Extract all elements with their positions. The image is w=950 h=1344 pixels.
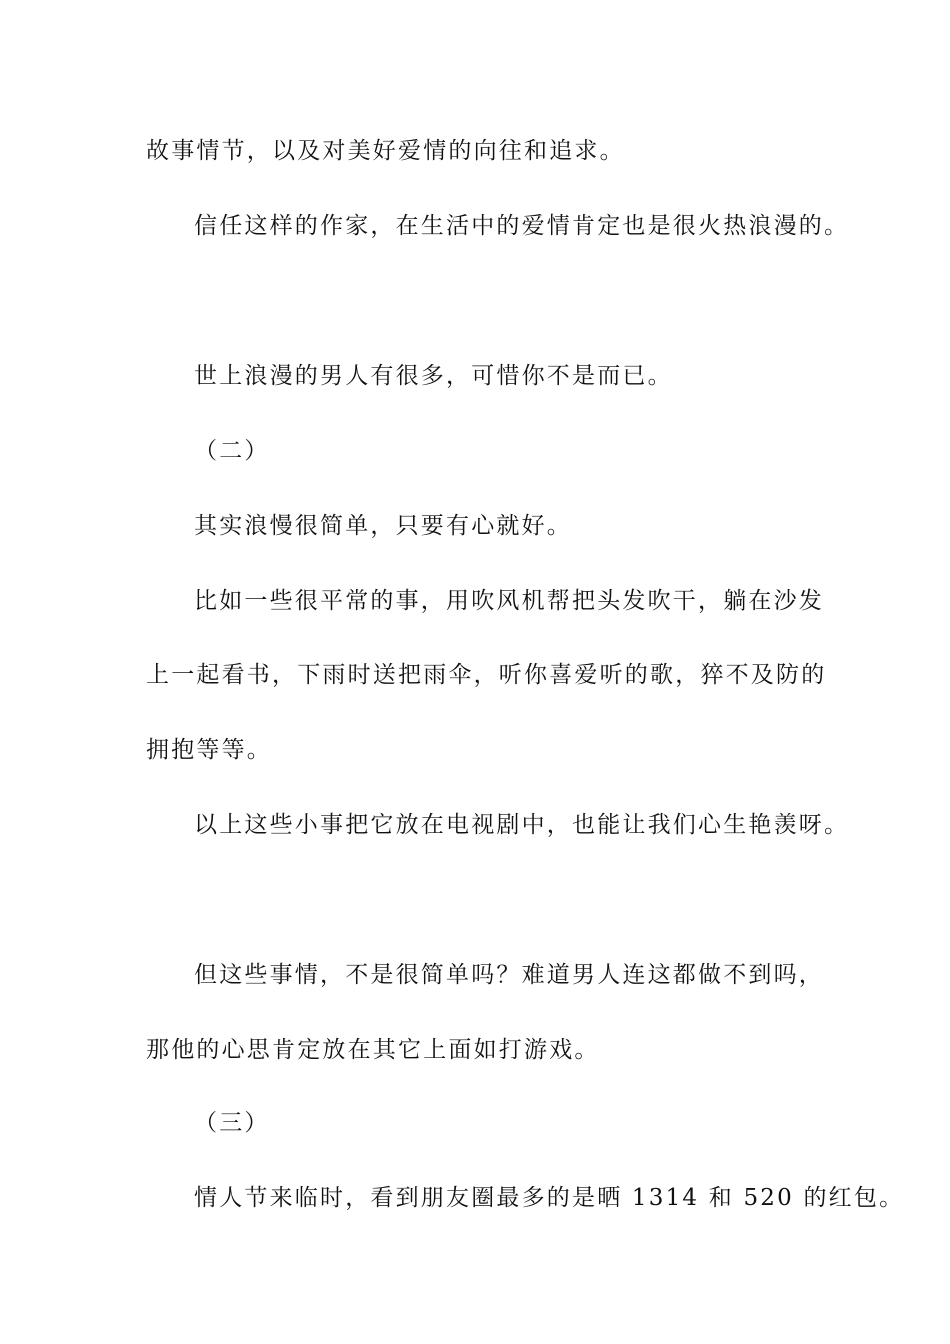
section-heading: （三） <box>194 1110 270 1136</box>
paragraph-line: 但这些事情，不是很简单吗？难道男人连这都做不到吗， <box>194 962 824 988</box>
paragraph-line: 以上这些小事把它放在电视剧中，也能让我们心生艳羡呀。 <box>194 812 850 838</box>
paragraph-line: 其实浪慢很简单，只要有心就好。 <box>194 513 572 539</box>
paragraph-line: 拥抱等等。 <box>146 737 272 763</box>
paragraph-line: 比如一些很平常的事，用吹风机帮把头发吹干，躺在沙发 <box>194 588 824 614</box>
paragraph-line: 上一起看书，下雨时送把雨伞，听你喜爱听的歌，猝不及防的 <box>146 662 827 688</box>
section-heading: （二） <box>194 438 270 464</box>
paragraph-line: 信任这样的作家，在生活中的爱情肯定也是很火热浪漫的。 <box>194 213 850 239</box>
paragraph-line: 故事情节，以及对美好爱情的向往和追求。 <box>146 138 625 164</box>
paragraph-line: 情人节来临时，看到朋友圈最多的是晒 1314 和 520 的红包。 <box>194 1185 905 1211</box>
paragraph-line: 世上浪漫的男人有很多，可惜你不是而已。 <box>194 363 673 389</box>
paragraph-line: 那他的心思肯定放在其它上面如打游戏。 <box>146 1037 600 1063</box>
